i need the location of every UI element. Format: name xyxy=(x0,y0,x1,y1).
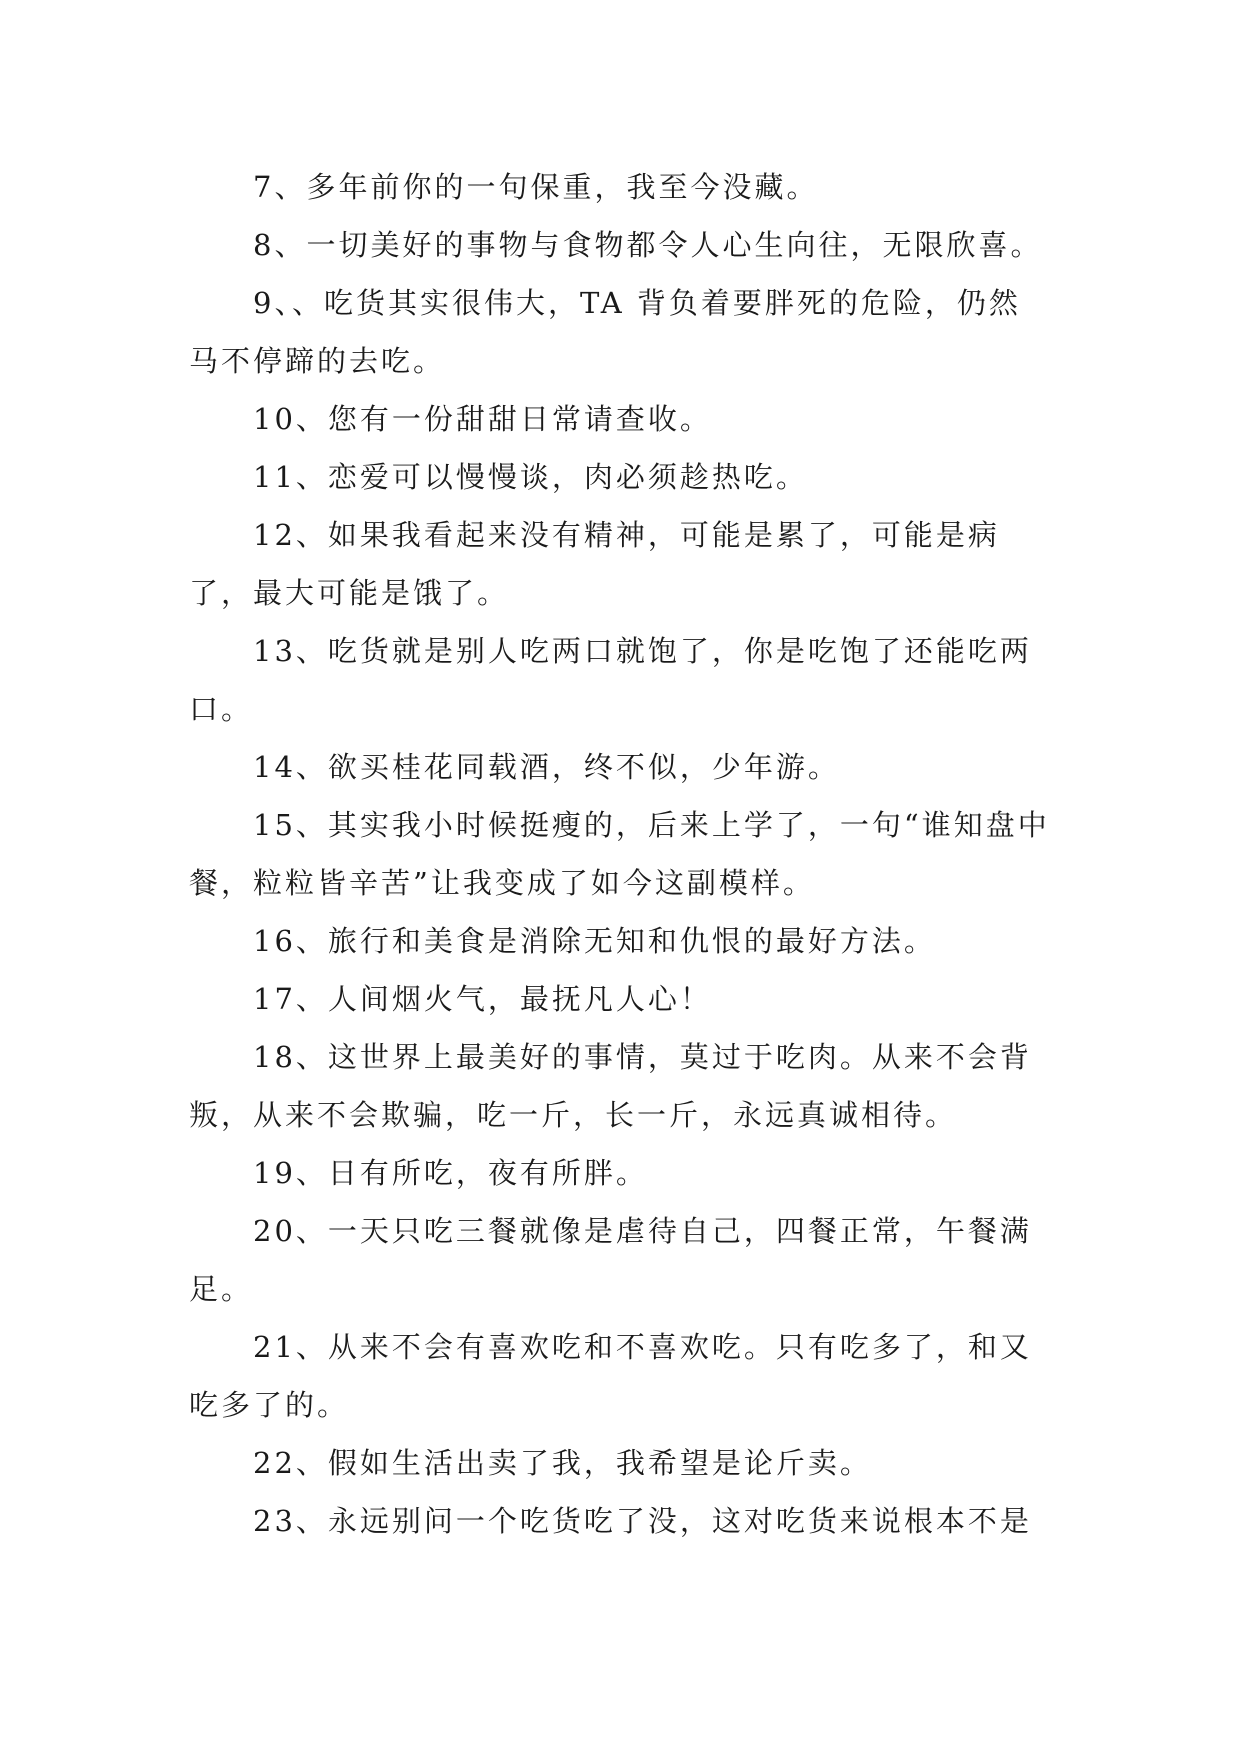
paragraph-16: 16、旅行和美食是消除无知和仇恨的最好方法。 xyxy=(253,924,936,958)
paragraph-13: 13、吃货就是别人吃两口就饱了，你是吃饱了还能吃两口。 xyxy=(189,634,1032,726)
paragraph-19: 19、日有所吃，夜有所胖。 xyxy=(253,1156,648,1190)
paragraph-23: 23、永远别问一个吃货吃了没，这对吃货来说根本不是 xyxy=(253,1504,1032,1538)
paragraph-18: 18、这世界上最美好的事情，莫过于吃肉。从来不会背叛，从来不会欺骗，吃一斤，长一斤，永远真诚相待。 xyxy=(189,1040,1032,1132)
paragraph-17: 17、人间烟火气，最抚凡人心！ xyxy=(253,982,712,1016)
paragraph-15: 15、其实我小时候挺瘦的，后来上学了，一句“谁知盘中餐，粒粒皆辛苦”让我变成了如今这副模样。 xyxy=(189,808,1050,900)
paragraph-14: 14、欲买桂花同载酒，终不似，少年游。 xyxy=(253,750,840,784)
paragraph-10: 10、您有一份甜甜日常请查收。 xyxy=(253,402,712,436)
paragraph-7: 7、多年前你的一句保重，我至今没藏。 xyxy=(253,170,819,204)
paragraph-22: 22、假如生活出卖了我，我希望是论斤卖。 xyxy=(253,1446,872,1480)
paragraph-12: 12、如果我看起来没有精神，可能是累了，可能是病了，最大可能是饿了。 xyxy=(189,518,1000,610)
paragraph-9: 9、、吃货其实很伟大，TA 背负着要胖死的危险，仍然马不停蹄的去吃。 xyxy=(189,286,1021,378)
paragraph-8: 8、一切美好的事物与食物都令人心生向往，无限欣喜。 xyxy=(253,228,1043,262)
paragraph-21: 21、从来不会有喜欢吃和不喜欢吃。只有吃多了，和又吃多了的。 xyxy=(189,1330,1032,1422)
document-body xyxy=(189,158,1051,1550)
paragraph-11: 11、恋爱可以慢慢谈，肉必须趁热吃。 xyxy=(253,460,808,494)
paragraph-20: 20、一天只吃三餐就像是虐待自己，四餐正常，午餐满足。 xyxy=(189,1214,1032,1306)
